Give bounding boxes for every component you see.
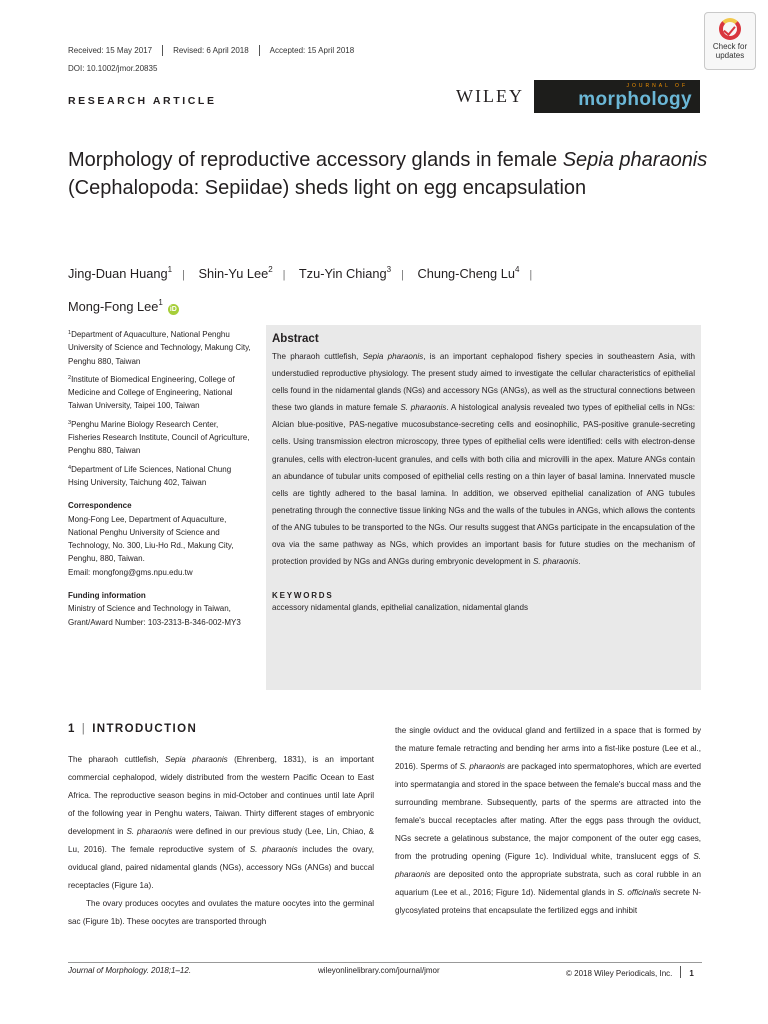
page-number: 1 xyxy=(689,969,694,978)
journal-name: morphology xyxy=(578,89,692,110)
author[interactable]: Chung-Cheng Lu$^4$ xyxy=(417,265,520,281)
abstract-heading: Abstract xyxy=(272,333,319,345)
journal-prefix: JOURNAL OF xyxy=(626,83,688,89)
body-column-right xyxy=(395,722,701,920)
received-date: Received: 15 May 2017 xyxy=(68,46,153,55)
abstract-box xyxy=(266,325,701,690)
author[interactable]: Shin-Yu Lee$^2$ xyxy=(198,265,273,281)
correspondence-text: Mong-Fong Lee, Department of Aquaculture, National Penghu University of Science and Technology, No. 300, Liu-Ho Rd., Makung City, Penghu, 880, Taiwan. xyxy=(68,514,234,564)
body-column-left xyxy=(68,751,374,931)
orcid-icon[interactable]: iD xyxy=(169,306,177,313)
paragraph: the single oviduct and the oviducal gland and fertilized in a space that is formed by the mature female retracting and bending her arms into a fist-like posture (Lee et al., 2016). Sperms of S. pharaonis are packaged into spermatophores, which are everted into spermatangia and stored in the space between the female's buccal mass and the surrounding membrane. Subsequently, parts of the sperms are attracted into the female's buccal receptacles after mating. After the eggs pass through the oviduct, NGs secrete a gelatinous substance, the major component of the outer egg cases, from the protruding opening (Figure 1c). Individual white, translucent eggs of S. pharaonis are deposited onto the appropriate substrata, such as coral rubble in an aquarium (Lee et al., 2016; Figure 1d). Nidemental glands in S. officinalis secrete N-glycosylated proteins that encapsulate the fertilized eggs and inhibit xyxy=(395,726,701,915)
footer-rule xyxy=(68,962,702,963)
affiliation: $^2$Institute of Biomedical Engineering, College of Medicine and College of Engineering, National Taiwan University, Taipei 100, Taiwan xyxy=(68,374,235,411)
author[interactable]: Tzu-Yin Chiang$^3$ xyxy=(298,265,392,281)
doi[interactable]: DOI: 10.1002/jmor.20835 xyxy=(68,64,158,73)
check-for-updates-button[interactable] xyxy=(704,12,756,70)
crossmark-icon xyxy=(719,18,741,40)
author[interactable]: Mong-Fong Lee$^1$ xyxy=(68,298,163,314)
keywords-heading: KEYWORDS xyxy=(272,591,334,601)
date-separator xyxy=(162,45,163,56)
footer-copyright: © 2018 Wiley Periodicals, Inc. 1 xyxy=(566,966,694,978)
footer-citation: Journal of Morphology. 2018;1–12. xyxy=(68,966,192,975)
abstract-text: The pharaoh cuttlefish, Sepia pharaonis, is an important cephalopod fishery species in southeastern Asia, with understudied reproductive physiology. The present study aimed to investigate the cellular characteristics of epithelial cells found in the nidamental glands (NGs) and accessory NGs (ANGs), as well as the structural connections between these two glands in mature female S. pharaonis. A histological analysis revealed two types of epithelial cells in NGs: Alcian blue-positive, PAS-negative mucosubstance-secreting cells and eosinophilic, PAS-positive granule-secreting cells. Using transmission electron microscopy, three types of epithelial cells were identified: cells with electron-dense granules, cells with electron-lucent granules, and cells with both cilia and microvilli in the apex. Mature ANGs contain an abundance of tubular units composed of epithelial cells resting on a thin layer of basal lamina. Innervated muscle cells are tightly adhered to the basal lamina. In addition, we observed epithelial canalization of ANG tubules penetrating through the connective tissue linking NGs and the walls of the tubules in ANGs, which allows the contents of the ANG tubules to be transported to the NGs. Our results suggest that ANGs participate in the encapsulation of the ova via the same pathway as NGs, which provides an important basis for future studies on the mechanism of protection provided by NGs and ANGs during embryonic development in S. pharaonis. xyxy=(272,352,696,567)
paragraph: The ovary produces oocytes and ovulates the mature oocytes into the germinal sac (Figure 1b). These oocytes are transported through xyxy=(68,899,374,926)
accepted-date: Accepted: 15 April 2018 xyxy=(269,46,355,55)
author-list: Jing-Duan Huang$^1$ | Shin-Yu Lee$^2$ | Tzu-Yin Chiang$^3$ | Chung-Cheng Lu$^4$ | Mong-Fong Lee$^1$iD xyxy=(68,265,533,314)
affiliation: $^3$Penghu Marine Biology Research Center, Fisheries Research Institute, Council of Agriculture, Penghu 880, Taiwan xyxy=(68,419,250,456)
publisher-logo: WILEY xyxy=(456,86,524,106)
keywords: accessory nidamental glands, epithelial canalization, nidamental glands xyxy=(272,603,529,613)
affiliation: $^1$Department of Aquaculture, National Penghu University of Science and Technology, Makung City, Penghu 880, Taiwan xyxy=(68,330,251,366)
revised-date: Revised: 6 April 2018 xyxy=(173,46,249,55)
correspondence-heading: Correspondence xyxy=(68,501,132,511)
footer-url[interactable]: wileyonlinelibrary.com/journal/jmor xyxy=(318,966,440,975)
correspondence-email[interactable]: Email: mongfong@gms.npu.edu.tw xyxy=(68,567,193,577)
author[interactable]: Jing-Duan Huang$^1$ xyxy=(68,265,173,281)
funding-heading: Funding information xyxy=(68,591,146,601)
date-separator xyxy=(259,45,260,56)
author-info-column xyxy=(68,327,251,629)
article-dates xyxy=(68,45,354,56)
article-type: RESEARCH ARTICLE xyxy=(68,95,217,107)
affiliation: $^4$Department of Life Sciences, National Chung Hsing University, Taichung 402, Taiwan xyxy=(68,464,232,487)
journal-banner xyxy=(534,80,700,113)
paragraph: The pharaoh cuttlefish, Sepia pharaonis (Ehrenberg, 1831), is an important commercial cephalopod, widely distributed from the western Pacific Ocean to East Africa. The reproductive season begins in mid-October and continues until late April of the following year in Penghu waters, Taiwan. Thirty different stages of embryonic development in S. pharaonis were defined in our previous study (Lee, Lin, Chiao, & Lu, 2016). The female reproductive system of S. pharaonis includes the ovary, oviducal gland, paired nidamental glands (NGs), accessory NGs (ANGs) and buccal receptacles (Figure 1a). xyxy=(68,755,374,890)
page-title: Morphology of reproductive accessory glands in female Sepia pharaonis (Cephalopoda: Sepiidae) sheds light on egg encapsulation xyxy=(68,149,708,199)
section-heading: 1 | INTRODUCTION xyxy=(68,723,198,735)
title-species: Sepia pharaonis xyxy=(562,149,708,171)
check-updates-label: Check for updates xyxy=(712,42,748,60)
funding-text: Ministry of Science and Technology in Taiwan, Grant/Award Number: 103-2313-B-346-002-MY3 xyxy=(68,604,241,627)
